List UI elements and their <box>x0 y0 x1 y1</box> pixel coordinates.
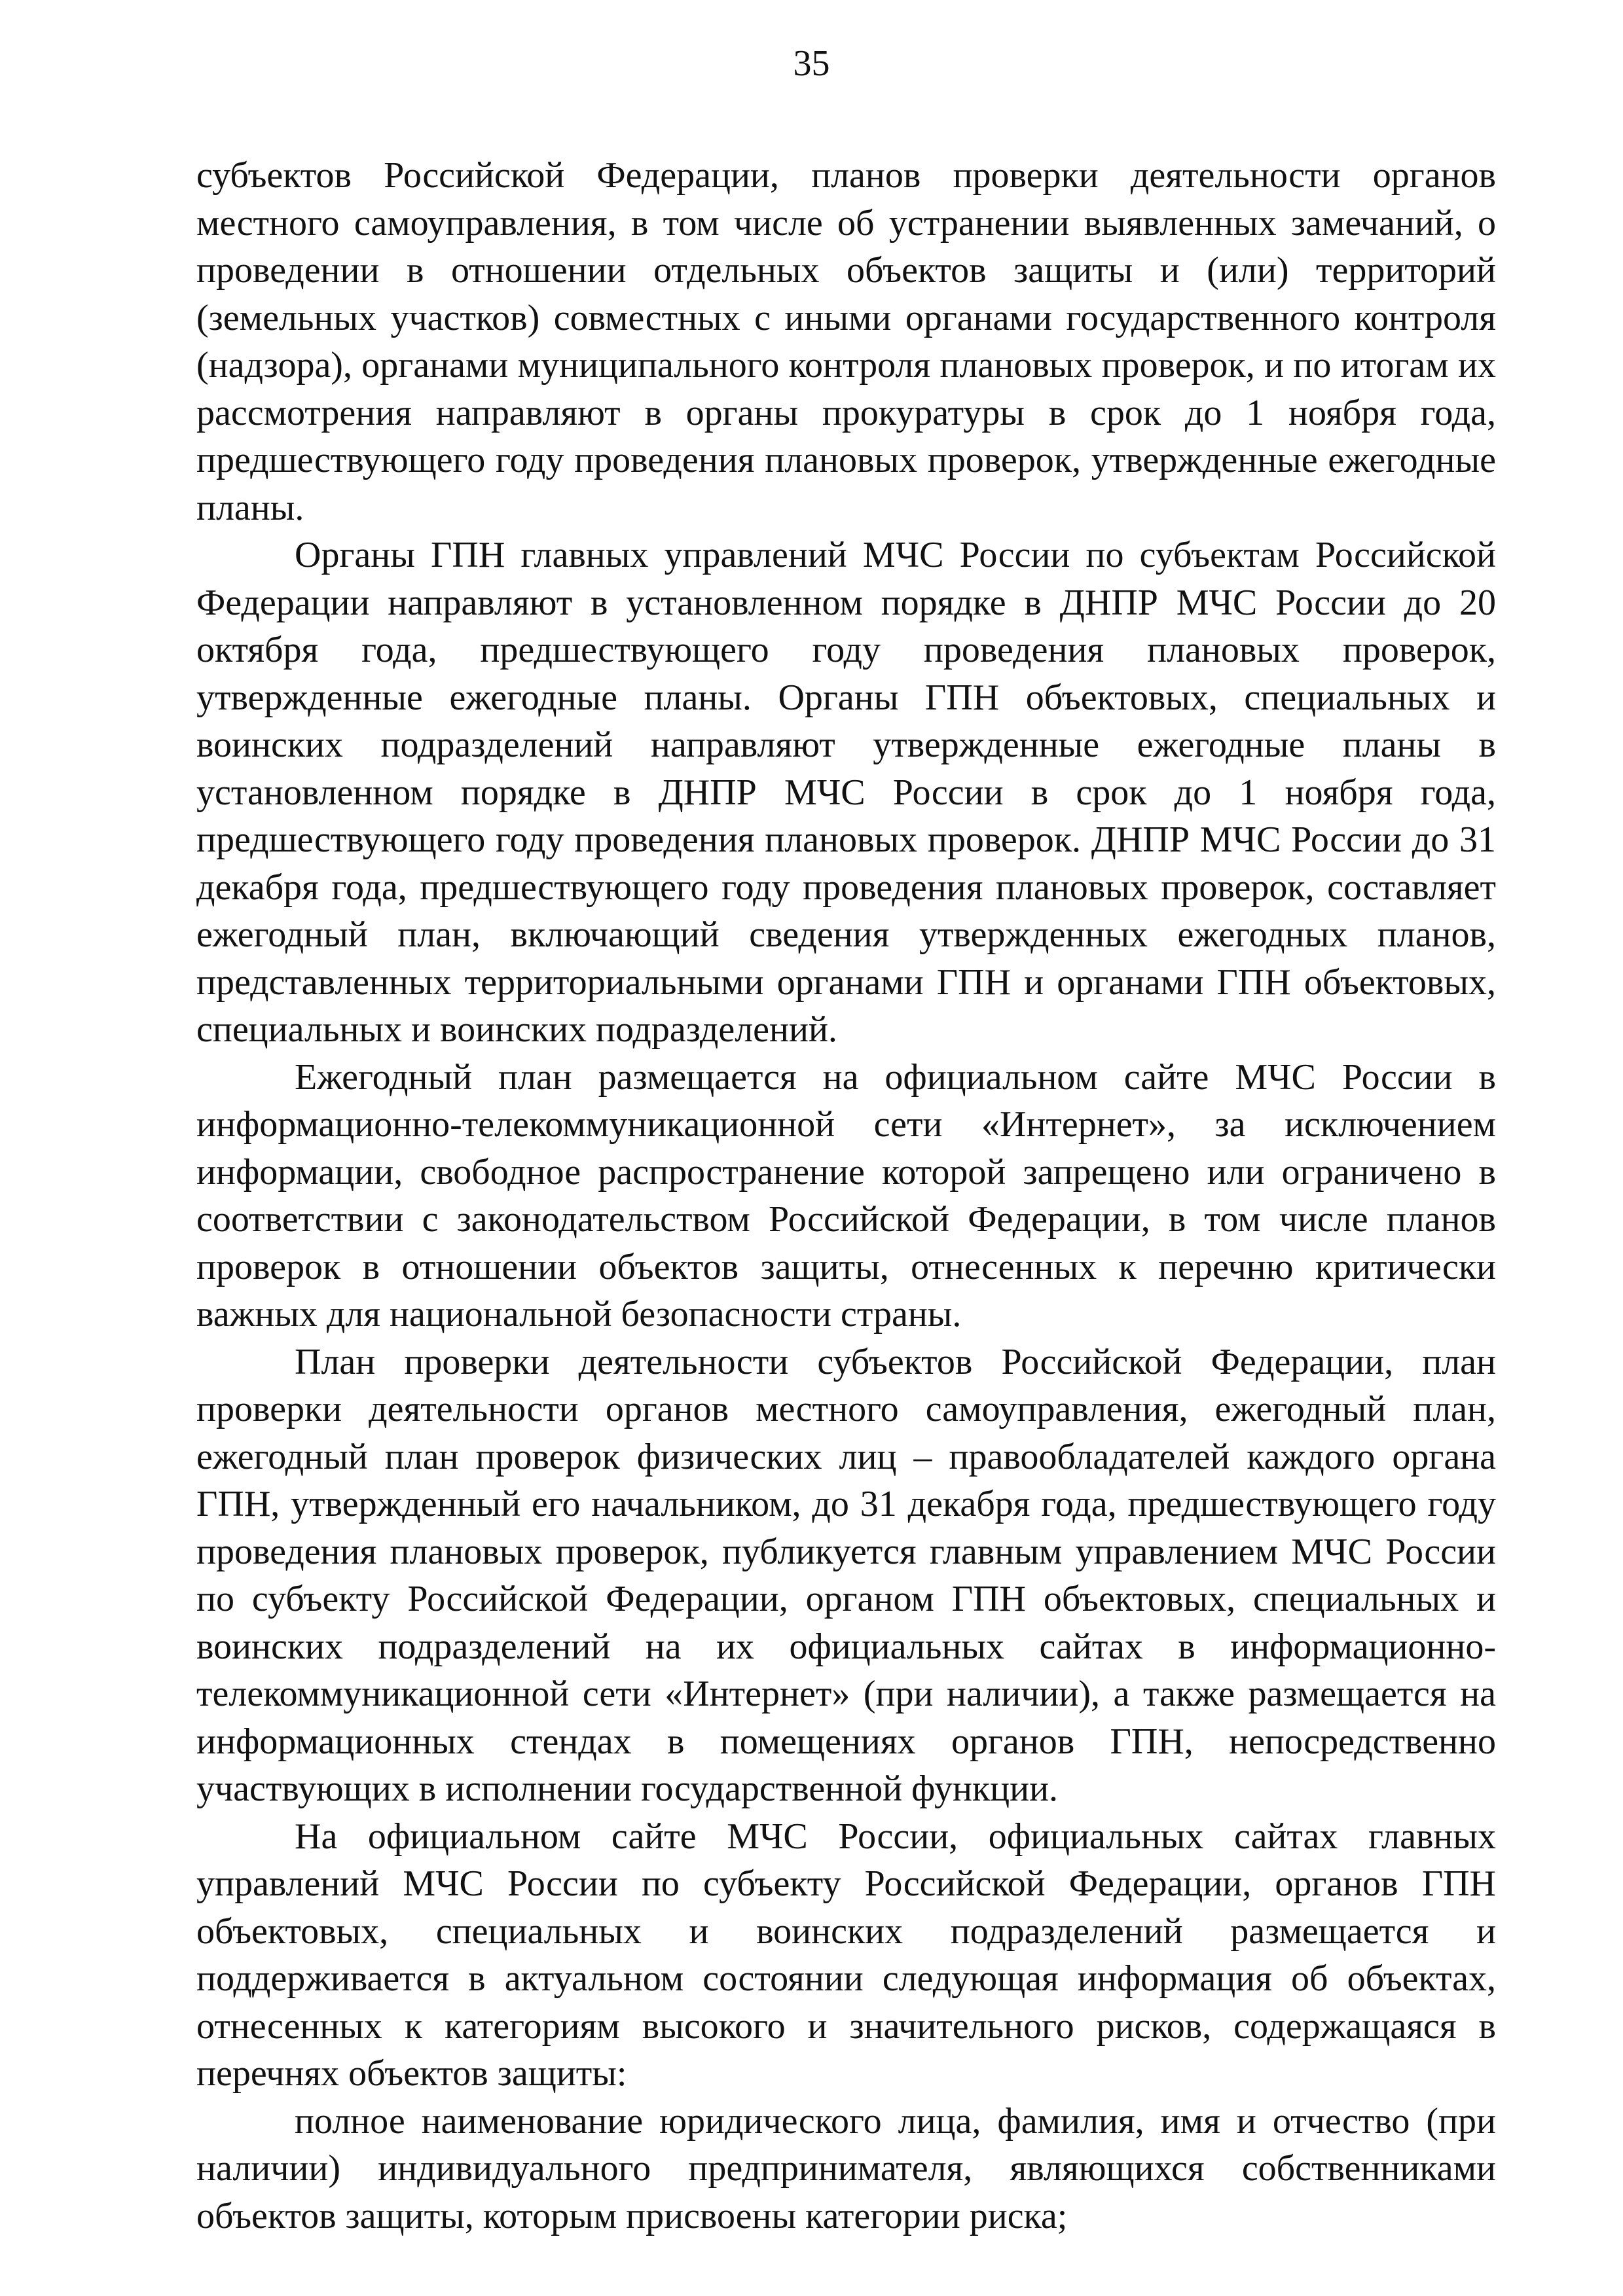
paragraph: Органы ГПН главных управлений МЧС России по субъектам Российской Федерации направляют в установленном порядке в ДНПР МЧС России до 20 октября года, предшествующего году проведения плановых проверок, утвержденные ежегодные планы. Органы ГПН объектовых, специальных и воинских подразделений направляют утвержденные ежегодные планы в установленном порядке в ДНПР МЧС России в срок до 1 ноября года, предшествующего году проведения плановых проверок. ДНПР МЧС России до 31 декабря года, предшествующего году проведения плановых проверок, составляет ежегодный план, включающий сведения утвержденных ежегодных планов, представленных территориальными органами ГПН и органами ГПН объектовых, специальных и воинских подразделений. <box>196 535 1496 1050</box>
paragraph: полное наименование юридического лица, фамилия, имя и отчество (при наличии) индивидуального предпринимателя, являющихся собственниками объектов защиты, которым присвоены категории риска; <box>196 2100 1496 2236</box>
page-number: 35 <box>793 43 830 84</box>
document-body <box>196 152 1496 2240</box>
paragraph: План проверки деятельности субъектов Российской Федерации, план проверки деятельности органов местного самоуправления, ежегодный план, ежегодный план проверок физических лиц – правообладателей каждого органа ГПН, утвержденный его начальником, до 31 декабря года, предшествующего году проведения плановых проверок, публикуется главным управлением МЧС России по субъекту Российской Федерации, органом ГПН объектовых, специальных и воинских подразделений на их официальных сайтах в информационно-телекоммуникационной сети «Интернет» (при наличии), а также размещается на информационных стендах в помещениях органов ГПН, непосредственно участвующих в исполнении государственной функции. <box>196 1341 1496 1809</box>
paragraph: Ежегодный план размещается на официальном сайте МЧС России в информационно-телекоммуникационной сети «Интернет», за исключением информации, свободное распространение которой запрещено или ограничено в соответствии с законодательством Российской Федерации, в том числе планов проверок в отношении объектов защиты, отнесенных к перечню критически важных для национальной безопасности страны. <box>196 1056 1496 1335</box>
paragraph: На официальном сайте МЧС России, официальных сайтах главных управлений МЧС России по субъекту Российской Федерации, органов ГПН объектовых, специальных и воинских подразделений размещается и поддерживается в актуальном состоянии следующая информация об объектах, отнесенных к категориям высокого и значительного рисков, содержащаяся в перечнях объектов защиты: <box>196 1816 1496 2094</box>
paragraph-continuation: субъектов Российской Федерации, планов проверки деятельности органов местного самоуправления, в том числе об устранении выявленных замечаний, о проведении в отношении отдельных объектов защиты и (или) территорий (земельных участков) совместных с иными органами государственного контроля (надзора), органами муниципального контроля плановых проверок, и по итогам их рассмотрения направляют в органы прокуратуры в срок до 1 ноября года, предшествующего году проведения плановых проверок, утвержденные ежегодные планы. <box>196 155 1496 528</box>
